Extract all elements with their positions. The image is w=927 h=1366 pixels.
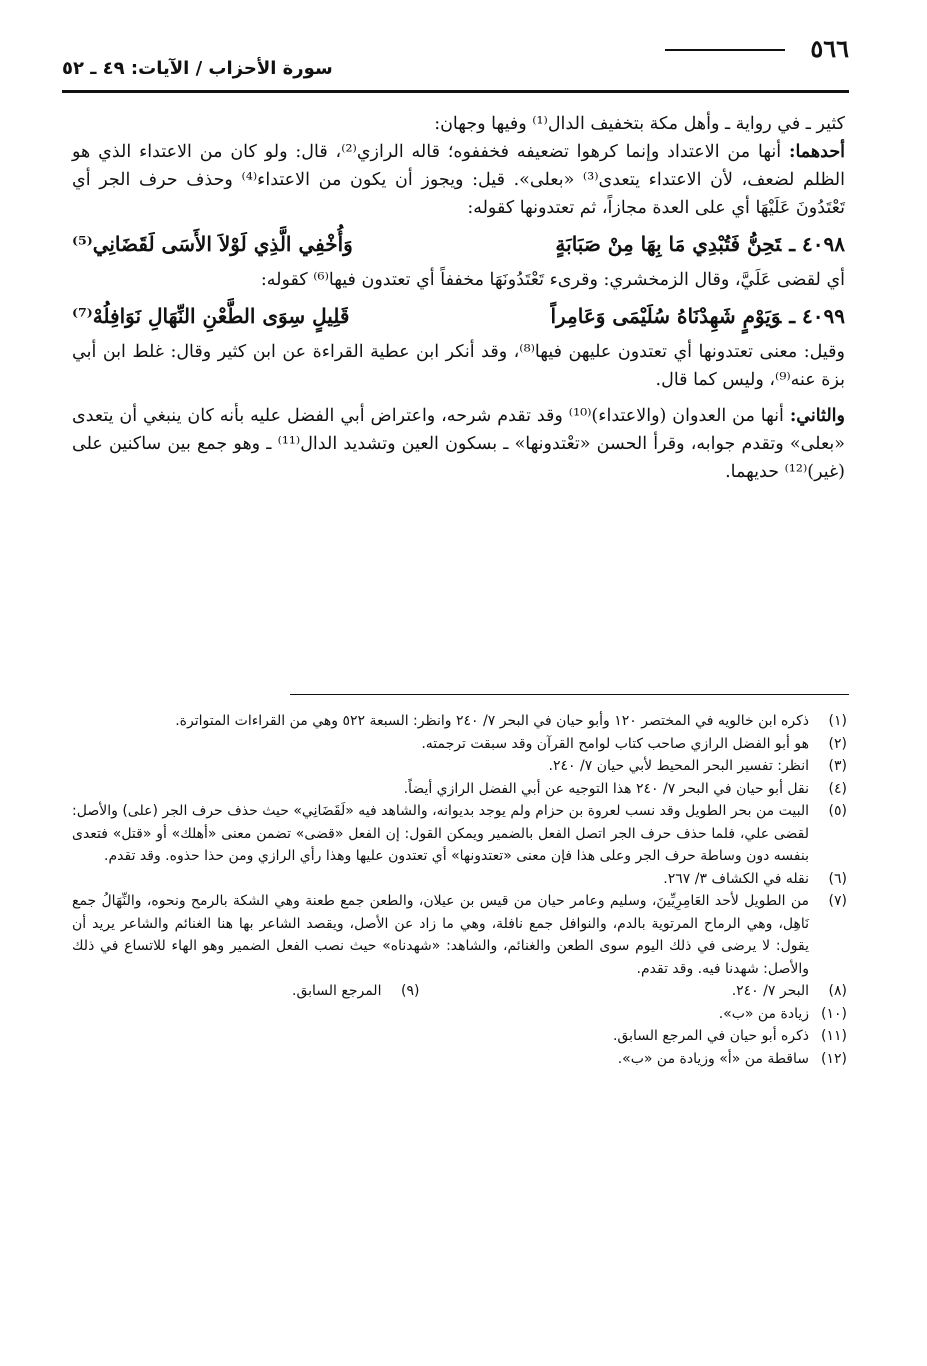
footnote bbox=[72, 778, 847, 801]
poetry-verse bbox=[72, 298, 845, 334]
header-rule bbox=[62, 90, 849, 93]
verse-first-hemistich bbox=[555, 226, 845, 262]
verse-first-text: تَحِنُّ فَتُبْدِي مَا بِهَا مِنْ صَبَابَةٍ bbox=[555, 232, 782, 256]
footnote bbox=[72, 733, 847, 756]
footnote bbox=[72, 1025, 847, 1048]
footnote-number: (١٢) bbox=[821, 1050, 847, 1067]
paragraph-lead: والثاني: bbox=[789, 406, 845, 426]
paragraph bbox=[72, 402, 845, 486]
footnote bbox=[72, 890, 847, 980]
footnote-number: (٦) bbox=[828, 870, 847, 887]
paragraph: أي لقضى عَلَيَّ، وقال الزمخشري: وقرىء تَعْتَدُونَهَا مخففاً أي تعتدون فيها⁽⁶⁾ كقوله: bbox=[260, 270, 845, 290]
paragraph-text: أنها من الاعتداد وإنما كرهوا تضعيفه فخففوه؛ قاله الرازي⁽²⁾، قال: ولو كان من الاعتداء الذي هو الظلم لضعف، لأن الاعتداء يتعدى⁽³⁾ «بعلى». قيل: ويجوز أن يكون من الاعتداء⁽⁴⁾ وحذف حرف الجر أي تَعْتَدُونَ عَلَيْهَا أي على العدة مجازاً، ثم تعتدونها كقوله: bbox=[72, 142, 845, 218]
footnote-number: (٢) bbox=[828, 735, 847, 752]
footnote bbox=[732, 980, 847, 1003]
footnote bbox=[72, 755, 847, 778]
verse-first-text: وَيَوْمٍ شَهِدْنَاهُ سُلَيْمَى وَعَامِراً bbox=[550, 304, 782, 328]
footnote-number: (٣) bbox=[828, 758, 847, 774]
paragraph-lead: أحدهما: bbox=[789, 142, 846, 162]
paragraph: وقيل: معنى تعتدونها أي تعتدون عليهن فيها⁽⁸⁾، وقد أنكر ابن عطية القراءة عن ابن كثير وقال: غلط ابن أبي بزة عنه⁽⁹⁾، وليس كما قال. bbox=[72, 342, 845, 390]
footnote-text: ذكره ابن خالويه في المختصر ١٢٠ وأبو حيان في البحر ٧/ ٢٤٠ وانظر: السبعة ٥٢٢ وهي من القراءات المتواترة. bbox=[175, 713, 809, 729]
footnote-text: هو أبو الفضل الرازي صاحب كتاب لوامح القرآن وقد سبقت ترجمته. bbox=[421, 735, 809, 752]
verse-first-hemistich bbox=[550, 298, 845, 334]
footnote bbox=[72, 800, 847, 868]
footnote-text: البحر ٧/ ٢٤٠. bbox=[731, 983, 809, 999]
verse-second-hemistich: قَلِيلٍ سِوَى الطَّعْنِ النِّهَالِ نَوَافِلُهْ⁽⁷⁾ bbox=[72, 304, 350, 328]
header-title: سورة الأحزاب / الآيات: ٤٩ ـ ٥٢ bbox=[62, 58, 333, 79]
footnote-number: (٧) bbox=[828, 893, 847, 909]
footnote-text: من الطويل لأحد العَامِرِيِّينَ، وسليم وعامر حيان من قيس بن عيلان، والطعن جمع طعنة وهي الشكة بالرمح ونحوه، والنِّهَالُ جمع نَاهِل، وهي الرماح المرتوية بالدم، والنوافل جمع نافلة، وهي ما زاد عن الأصل، ويقصد الشاعر بها هنا الغنائم والشاعر يريد أن يقول: لا يرضى في ذلك اليوم سوى الطعن والغنائم، والشاهد: «شهدناه» حيث نصب الفعل الضمير وهو الهاء للاتساع في ذلك والأصل: شهدنا فيه. وقد تقدم. bbox=[72, 893, 809, 977]
footnote-text: انظر: تفسير البحر المحيط لأبي حيان ٧/ ٢٤٠. bbox=[548, 758, 809, 774]
footnote bbox=[292, 980, 419, 1003]
poetry-verse bbox=[72, 226, 845, 262]
footnotes bbox=[72, 710, 847, 1070]
footnote-text: المرجع السابق. bbox=[292, 983, 382, 999]
main-text bbox=[72, 110, 845, 486]
paragraph-text: أنها من العدوان (والاعتداء)⁽¹⁰⁾ وقد تقدم شرحه، واعتراض أبي الفضل عليه بأنه كان ينبغي أن يتعدى «بعلى» وتقدم جوابه، وقرأ الحسن «تعْتدونها» ـ بسكون العين وتشديد الدال⁽¹¹⁾ ـ وهو جمع بين ساكنين على (غير)⁽¹²⁾ حديهما. bbox=[72, 406, 845, 482]
footnote-text: نقله في الكشاف ٣/ ٢٦٧. bbox=[663, 870, 809, 887]
footnote-text: نقل أبو حيان في البحر ٧/ ٢٤٠ هذا التوجيه عن أبي الفضل الرازي أيضاً. bbox=[403, 780, 809, 797]
footnote-number: (٥) bbox=[828, 803, 847, 819]
footnote-separator bbox=[290, 694, 849, 695]
footnote bbox=[72, 1003, 847, 1026]
footnote-number: (١٠) bbox=[821, 1005, 847, 1022]
header-dash bbox=[665, 49, 785, 51]
footnote-number: (٤) bbox=[828, 780, 847, 797]
running-header bbox=[62, 34, 849, 86]
footnote-text: ذكره أبو حيان في المرجع السابق. bbox=[612, 1028, 809, 1044]
footnote bbox=[72, 868, 847, 891]
footnote-text: زيادة من «ب». bbox=[718, 1005, 809, 1022]
footnote-number: (١) bbox=[828, 713, 847, 729]
footnote-pair bbox=[72, 980, 847, 1003]
footnote-number: (١١) bbox=[821, 1028, 847, 1044]
verse-number: ٤٠٩٨ ـ bbox=[789, 232, 845, 256]
footnote-number: (٩) bbox=[401, 983, 420, 999]
footnote bbox=[72, 710, 847, 733]
verse-number: ٤٠٩٩ ـ bbox=[789, 304, 845, 328]
footnote-text: البيت من بحر الطويل وقد نسب لعروة بن حزام ولم يوجد بديوانه، والشاهد فيه «لَقَضَانِي» حيث حذف حرف الجر (على) والأصل: لقضى علي، فلما حذف حرف الجر اتصل الفعل بالضمير ويمكن القول: إن الفعل «قضى» تضمن معنى «أهلك» أو «قتل» فتعدى بنفسه دون وساطة حرف الجر وعلى هذا فإن معنى «تعتدونها» أي تعتدون عليها وهذا رأي الرازي ومن حذا حذوه. وقد تقدم. bbox=[72, 803, 809, 864]
paragraph bbox=[72, 138, 845, 222]
page-number: ٥٦٦ bbox=[810, 34, 849, 63]
footnote bbox=[72, 1048, 847, 1071]
verse-second-hemistich: وَأُخْفِي الَّذِي لَوْلاَ الأَسَى لَقَضَانِي⁽⁵⁾ bbox=[72, 232, 353, 256]
paragraph: كثير ـ في رواية ـ وأهل مكة بتخفيف الدال⁽¹⁾ وفيها وجهان: bbox=[434, 114, 845, 134]
footnote-text: ساقطة من «أ» وزيادة من «ب». bbox=[617, 1050, 809, 1067]
footnote-number: (٨) bbox=[828, 983, 847, 999]
